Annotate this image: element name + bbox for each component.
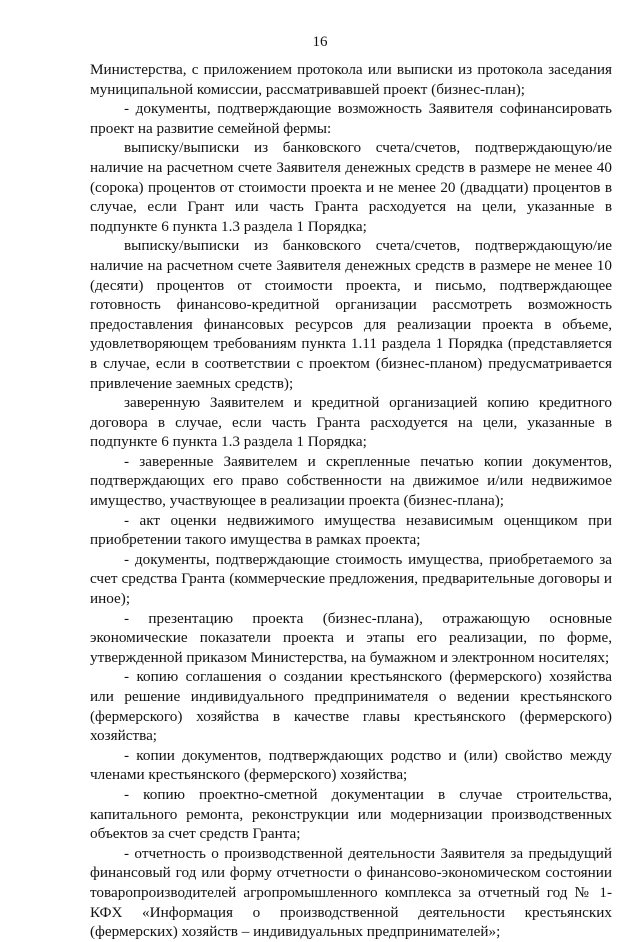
paragraph: - копии документов, подтверждающих родство и (или) свойство между членами крестьянского (фермерского) хозяйства; <box>90 746 612 784</box>
paragraph: - копию соглашения о создании крестьянского (фермерского) хозяйства или решение индивидуального предпринимателя о ведении крестьянского (фермерского) хозяйства в качестве главы крестьянского (фермерского) хозяйства; <box>90 668 612 745</box>
paragraph: выписку/выписки из банковского счета/счетов, подтверждающую/ие наличие на расчетном счете Заявителя денежных средств в размере не менее 10 (десяти) процентов от стоимости проекта, и письмо, подтверждающее готовность финансово-кредитной организации рассмотреть возможность предоставления финансовых ресурсов для реализации проекта в объеме, удовлетворяющем требованиям пункта 1.11 раздела 1 Порядка (представляется в случае, если в соответствии с проектом (бизнес-планом) предусматривается привлечение заемных средств); <box>90 237 612 392</box>
paragraph: - копию проектно-сметной документации в случае строительства, капитального ремонта, реконструкции или модернизации производственных объектов за счет средств Гранта; <box>90 785 612 843</box>
paragraph: Министерства, с приложением протокола или выписки из протокола заседания муниципальной комиссии, рассматривавшей проект (бизнес-план); <box>90 61 612 98</box>
document-body <box>90 60 612 942</box>
scan-marks <box>300 0 500 6</box>
paragraph: - отчетность о производственной деятельности Заявителя за предыдущий финансовый год или форму отчетности о финансово-экономическом состоянии товаропроизводителей агропромышленного комплекса за отчетный год № 1-КФХ «Информация о производственной деятельности крестьянских (фермерских) хозяйств – индивидуальных предпринимателей»; <box>90 844 612 941</box>
paragraph: заверенную Заявителем и кредитной организацией копию кредитного договора в случае, если часть Гранта расходуется на цели, указанные в подпункте 6 пункта 1.3 раздела 1 Порядка; <box>90 394 612 451</box>
paragraph: - презентацию проекта (бизнес-плана), отражающую основные экономические показатели проекта и этапы его реализации, по форме, утвержденной приказом Министерства, на бумажном и электронном носителях; <box>90 609 612 666</box>
paragraph: - заверенные Заявителем и скрепленные печатью копии документов, подтверждающих его право собственности на движимое и/или недвижимое имущество, участвующее в реализации проекта (бизнес-плана); <box>90 452 612 510</box>
paragraph: - документы, подтверждающие возможность Заявителя софинансировать проект на развитие семейной фермы: <box>90 100 612 137</box>
page-number: 16 <box>312 34 328 50</box>
paragraph: - акт оценки недвижимого имущества независимым оценщиком при приобретении такого имущества в рамках проекта; <box>90 511 612 549</box>
paragraph: - документы, подтверждающие стоимость имущества, приобретаемого за счет средства Гранта (коммерческие предложения, предварительные договоры и иное); <box>90 550 612 608</box>
paragraph: выписку/выписки из банковского счета/счетов, подтверждающую/ие наличие на расчетном счете Заявителя денежных средств в размере не менее 40 (сорока) процентов от стоимости проекта и не менее 20 (двадцати) процентов в случае, если Грант или часть Гранта расходуется на цели, указанные в подпункте 6 пункта 1.3 раздела 1 Порядка; <box>90 139 612 235</box>
